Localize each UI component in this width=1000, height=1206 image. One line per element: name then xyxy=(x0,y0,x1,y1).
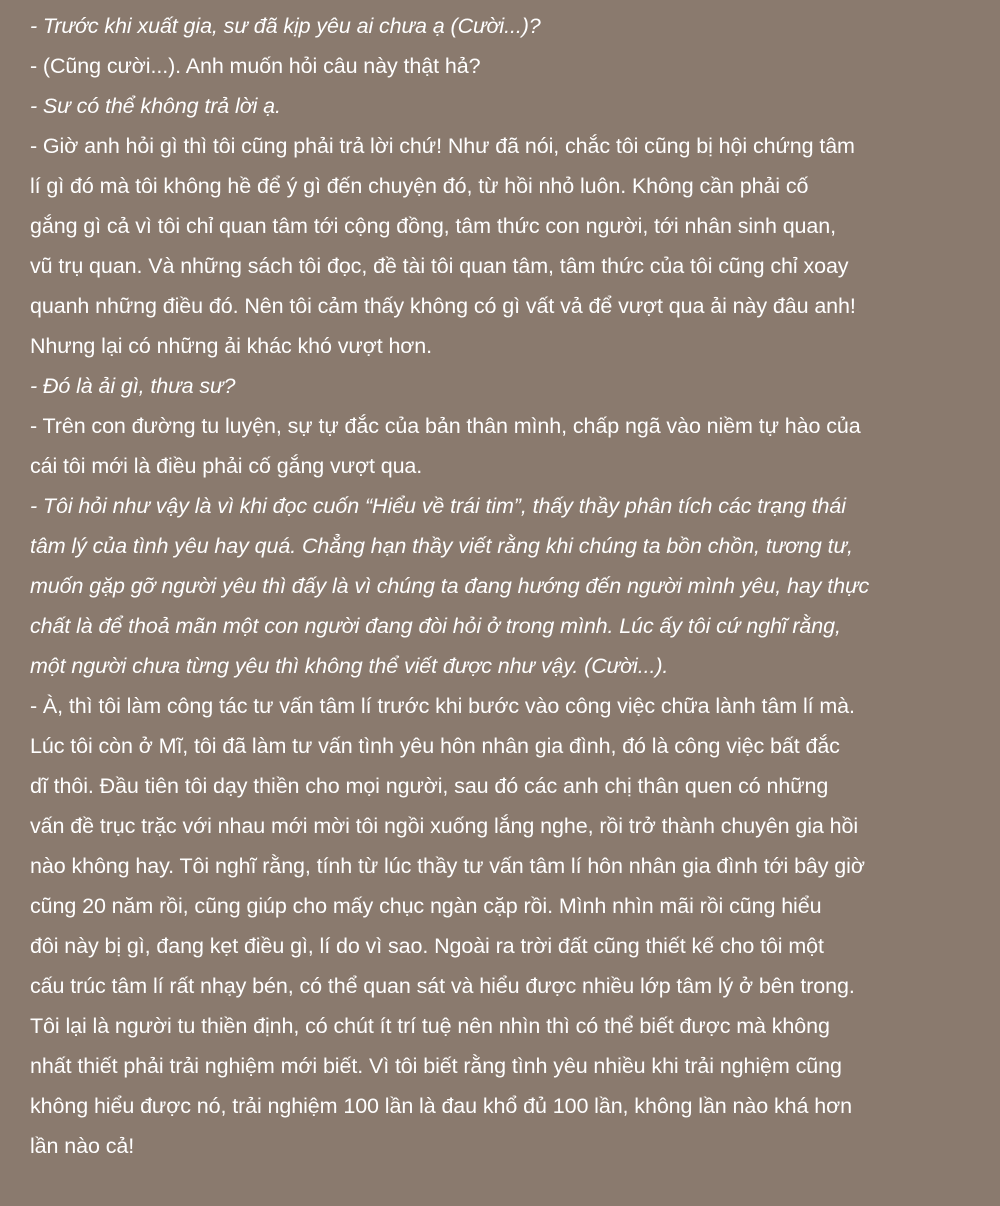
text-line-13: - Tôi hỏi như vậy là vì khi đọc cuốn “Hiểu về trái tim”, thấy thầy phân tích các trạng thái xyxy=(30,494,846,518)
text-line-21: vấn đề trục trặc với nhau mới mời tôi ngồi xuống lắng nghe, rồi trở thành chuyên gia hồi xyxy=(30,814,859,838)
text-line-29: lần nào cả! xyxy=(30,1134,135,1158)
text-line-4: - Giờ anh hỏi gì thì tôi cũng phải trả lời chứ! Như đã nói, chắc tôi cũng bị hội chứng tâm xyxy=(30,134,855,158)
text-line-15: muốn gặp gỡ người yêu thì đấy là vì chúng ta đang hướng đến người mình yêu, hay thực xyxy=(30,574,870,598)
text-line-8: quanh những điều đó. Nên tôi cảm thấy không có gì vất vả để vượt qua ải này đâu anh! xyxy=(30,294,856,318)
text-line-5: lí gì đó mà tôi không hề để ý gì đến chuyện đó, từ hồi nhỏ luôn. Không cần phải cố xyxy=(30,174,809,198)
text-line-7: vũ trụ quan. Và những sách tôi đọc, đề tài tôi quan tâm, tâm thức của tôi cũng chỉ xoay xyxy=(30,254,849,278)
text-line-25: cấu trúc tâm lí rất nhạy bén, có thể quan sát và hiểu được nhiều lớp tâm lý ở bên trong. xyxy=(30,974,855,998)
text-line-3: - Sư có thể không trả lời ạ. xyxy=(30,94,281,118)
text-line-1: - Trước khi xuất gia, sư đã kịp yêu ai chưa ạ (Cười...)? xyxy=(30,14,541,38)
text-line-22: nào không hay. Tôi nghĩ rằng, tính từ lúc thầy tư vấn tâm lí hôn nhân gia đình tới bây giờ xyxy=(30,854,865,878)
text-line-16: chất là để thoả mãn một con người đang đòi hỏi ở trong mình. Lúc ấy tôi cứ nghĩ rằng, xyxy=(30,614,841,638)
text-line-12: cái tôi mới là điều phải cố gắng vượt qua. xyxy=(30,454,423,478)
text-line-17: một người chưa từng yêu thì không thể viết được như vậy. (Cười...). xyxy=(30,654,669,678)
text-line-14: tâm lý của tình yêu hay quá. Chẳng hạn thầy viết rằng khi chúng ta bồn chồn, tương tư, xyxy=(30,534,853,558)
text-line-18: - À, thì tôi làm công tác tư vấn tâm lí trước khi bước vào công việc chữa lành tâm lí mà. xyxy=(30,694,855,718)
text-line-20: dĩ thôi. Đầu tiên tôi dạy thiền cho mọi người, sau đó các anh chị thân quen có những xyxy=(30,774,829,798)
text-line-10: - Đó là ải gì, thưa sư? xyxy=(30,374,236,398)
text-line-27: nhất thiết phải trải nghiệm mới biết. Vì tôi biết rằng tình yêu nhiều khi trải nghiệm cũng xyxy=(30,1054,842,1078)
text-line-2: - (Cũng cười...). Anh muốn hỏi câu này thật hả? xyxy=(30,54,481,78)
text-line-11: - Trên con đường tu luyện, sự tự đắc của bản thân mình, chấp ngã vào niềm tự hào của xyxy=(30,414,861,438)
text-line-6: gắng gì cả vì tôi chỉ quan tâm tới cộng đồng, tâm thức con người, tới nhân sinh quan, xyxy=(30,214,837,238)
interview-text xyxy=(30,6,978,1166)
text-line-28: không hiểu được nó, trải nghiệm 100 lần là đau khổ đủ 100 lần, không lần nào khá hơn xyxy=(30,1094,852,1118)
text-line-19: Lúc tôi còn ở Mĩ, tôi đã làm tư vấn tình yêu hôn nhân gia đình, đó là công việc bất đắc xyxy=(30,734,840,758)
text-line-23: cũng 20 năm rồi, cũng giúp cho mấy chục ngàn cặp rồi. Mình nhìn mãi rồi cũng hiểu xyxy=(30,894,822,918)
text-line-26: Tôi lại là người tu thiền định, có chút ít trí tuệ nên nhìn thì có thể biết được mà không xyxy=(30,1014,830,1038)
text-line-24: đôi này bị gì, đang kẹt điều gì, lí do vì sao. Ngoài ra trời đất cũng thiết kế cho tôi một xyxy=(30,934,824,958)
text-line-9: Nhưng lại có những ải khác khó vượt hơn. xyxy=(30,334,433,358)
